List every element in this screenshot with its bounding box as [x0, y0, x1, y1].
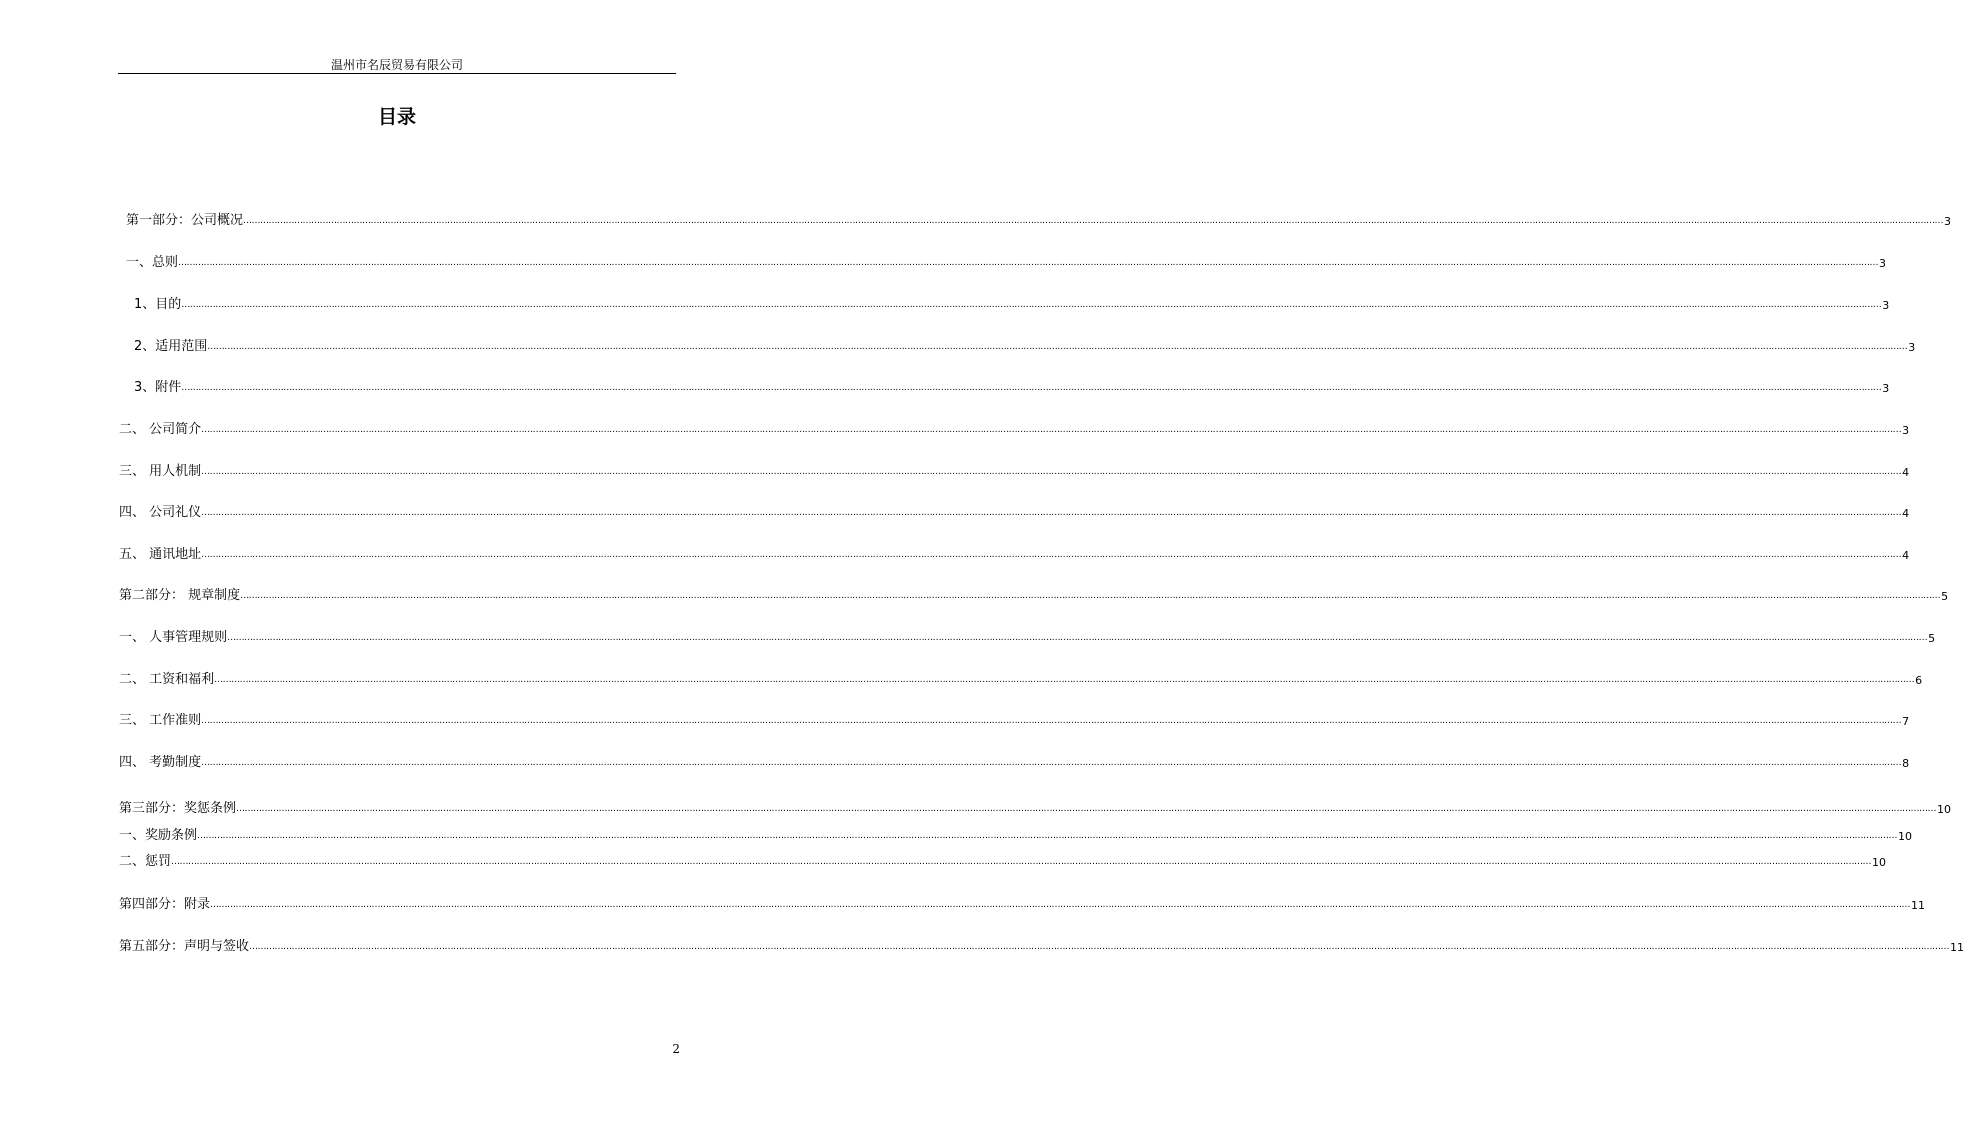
toc-leader-dots: …………………………………………………………………………………………………………………………………………………………………………………………………………………………………………………………………………………………………………………………………………………………………………………………………………………………………………………………………………………………………………………………………………………… [181, 383, 1882, 393]
toc-entry-page: 3 [1944, 215, 1952, 228]
toc-entry[interactable] [119, 463, 1910, 481]
toc-entry[interactable] [119, 853, 1887, 871]
toc-entry-page: 7 [1902, 715, 1910, 728]
header-rule [118, 73, 676, 74]
toc-leader-dots: …………………………………………………………………………………………………………………………………………………………………………………………………………………………………………………………………………………………………………………………………………………………………………………………………………………………………………………………………………………………………………………………………………………… [201, 425, 1902, 435]
toc-entry-label: 三、 工作准则 [119, 713, 202, 728]
toc-entry-page: 3 [1882, 299, 1890, 312]
toc-entry-label: 五、 通讯地址 [119, 547, 202, 562]
toc-entry[interactable] [119, 629, 1936, 647]
toc-entry[interactable] [119, 712, 1910, 730]
toc-entry-page: 10 [1898, 830, 1913, 843]
toc-entry-page: 6 [1915, 674, 1923, 687]
toc-entry[interactable] [134, 338, 1916, 356]
toc-entry-label: 一、 人事管理规则 [119, 630, 228, 645]
toc-leader-dots: …………………………………………………………………………………………………………………………………………………………………………………………………………………………………………………………………………………………………………………………………………………………………………………………………………………………………………………………………………………………………………………………………………………… [236, 804, 1937, 814]
running-header: 温州市名辰贸易有限公司 [330, 58, 463, 72]
toc-entry[interactable] [119, 827, 1913, 845]
toc-leader-dots: …………………………………………………………………………………………………………………………………………………………………………………………………………………………………………………………………………………………………………………………………………………………………………………………………………………………………………………………………………………………………………………………………………………… [207, 342, 1908, 352]
toc-entry-page: 5 [1928, 632, 1936, 645]
toc-entry-page: 4 [1902, 466, 1910, 479]
toc-entry-page: 3 [1882, 382, 1890, 395]
toc-entry[interactable] [119, 671, 1923, 689]
toc-leader-dots: …………………………………………………………………………………………………………………………………………………………………………………………………………………………………………………………………………………………………………………………………………………………………………………………………………………………………………………………………………………………………………………………………………………… [201, 716, 1902, 726]
toc-entry-page: 8 [1902, 757, 1910, 770]
toc-entry-label: 一、总则 [126, 255, 179, 270]
page-number: 2 [672, 1042, 680, 1056]
toc-entry-page: 4 [1902, 507, 1910, 520]
toc-leader-dots: …………………………………………………………………………………………………………………………………………………………………………………………………………………………………………………………………………………………………………………………………………………………………………………………………………………………………………………………………………………………………………………………………………………… [201, 508, 1902, 518]
toc-entry-page: 3 [1879, 257, 1887, 270]
toc-title: 目录 [377, 106, 416, 128]
toc-entry-label: 一、奖励条例 [119, 828, 198, 843]
toc-entry-label: 第五部分：声明与签收 [119, 939, 250, 954]
toc-entry-page: 11 [1911, 899, 1926, 912]
toc-entry[interactable] [119, 938, 1964, 956]
toc-entry-page: 11 [1950, 941, 1964, 954]
toc-entry-page: 4 [1902, 549, 1910, 562]
toc-entry-page: 10 [1937, 803, 1952, 816]
toc-leader-dots: …………………………………………………………………………………………………………………………………………………………………………………………………………………………………………………………………………………………………………………………………………………………………………………………………………………………………………………………………………………………………………………………………………………… [171, 857, 1872, 867]
toc-leader-dots: …………………………………………………………………………………………………………………………………………………………………………………………………………………………………………………………………………………………………………………………………………………………………………………………………………………………………………………………………………………………………………………………………………………… [201, 467, 1902, 477]
toc-entry[interactable] [126, 212, 1952, 230]
toc-entry[interactable] [126, 254, 1887, 272]
toc-entry-label: 二、 工资和福利 [119, 672, 215, 687]
toc-entry-label: 1、目的 [134, 297, 182, 312]
toc-entry[interactable] [119, 800, 1952, 818]
toc-entry-label: 四、 考勤制度 [119, 755, 202, 770]
toc-entry[interactable] [119, 421, 1910, 439]
toc-entry-label: 第一部分：公司概况 [126, 213, 244, 228]
toc-leader-dots: …………………………………………………………………………………………………………………………………………………………………………………………………………………………………………………………………………………………………………………………………………………………………………………………………………………………………………………………………………………………………………………………………………………… [210, 900, 1911, 910]
toc-leader-dots: …………………………………………………………………………………………………………………………………………………………………………………………………………………………………………………………………………………………………………………………………………………………………………………………………………………………………………………………………………………………………………………………………………………… [243, 216, 1944, 226]
toc-leader-dots: …………………………………………………………………………………………………………………………………………………………………………………………………………………………………………………………………………………………………………………………………………………………………………………………………………………………………………………………………………………………………………………………………………………… [214, 675, 1915, 685]
toc-entry-label: 三、 用人机制 [119, 464, 202, 479]
toc-entry[interactable] [119, 896, 1926, 914]
toc-leader-dots: …………………………………………………………………………………………………………………………………………………………………………………………………………………………………………………………………………………………………………………………………………………………………………………………………………………………………………………………………………………………………………………………………………………… [240, 591, 1941, 601]
toc-entry-label: 第三部分：奖惩条例 [119, 801, 237, 816]
toc-leader-dots: …………………………………………………………………………………………………………………………………………………………………………………………………………………………………………………………………………………………………………………………………………………………………………………………………………………………………………………………………………………………………………………………………………………… [249, 942, 1950, 952]
toc-leader-dots: …………………………………………………………………………………………………………………………………………………………………………………………………………………………………………………………………………………………………………………………………………………………………………………………………………………………………………………………………………………………………………………………………………………… [227, 633, 1928, 643]
toc-entry-page: 3 [1902, 424, 1910, 437]
toc-entry-label: 3、附件 [134, 380, 182, 395]
toc-entry-label: 二、惩罚 [119, 854, 172, 869]
toc-entry[interactable] [119, 546, 1910, 564]
toc-entry[interactable] [119, 754, 1910, 772]
toc-entry-page: 5 [1941, 590, 1949, 603]
toc-leader-dots: …………………………………………………………………………………………………………………………………………………………………………………………………………………………………………………………………………………………………………………………………………………………………………………………………………………………………………………………………………………………………………………………………………………… [197, 831, 1898, 841]
toc-entry[interactable] [119, 504, 1910, 522]
toc-entry-page: 10 [1872, 856, 1887, 869]
toc-leader-dots: …………………………………………………………………………………………………………………………………………………………………………………………………………………………………………………………………………………………………………………………………………………………………………………………………………………………………………………………………………………………………………………………………………………… [201, 758, 1902, 768]
toc-entry-label: 第二部分： 规章制度 [119, 588, 241, 603]
toc-entry[interactable] [119, 587, 1949, 605]
toc-entry-label: 二、 公司简介 [119, 422, 202, 437]
toc-leader-dots: …………………………………………………………………………………………………………………………………………………………………………………………………………………………………………………………………………………………………………………………………………………………………………………………………………………………………………………………………………………………………………………………………………………… [201, 550, 1902, 560]
toc-entry-label: 2、适用范围 [134, 339, 208, 354]
toc-entry[interactable] [134, 296, 1890, 314]
toc-leader-dots: …………………………………………………………………………………………………………………………………………………………………………………………………………………………………………………………………………………………………………………………………………………………………………………………………………………………………………………………………………………………………………………………………………………… [178, 258, 1879, 268]
toc-entry[interactable] [134, 379, 1890, 397]
toc-entry-label: 第四部分：附录 [119, 897, 211, 912]
toc-entry-page: 3 [1908, 341, 1916, 354]
toc-leader-dots: …………………………………………………………………………………………………………………………………………………………………………………………………………………………………………………………………………………………………………………………………………………………………………………………………………………………………………………………………………………………………………………………………………………… [181, 300, 1882, 310]
toc-entry-label: 四、 公司礼仪 [119, 505, 202, 520]
